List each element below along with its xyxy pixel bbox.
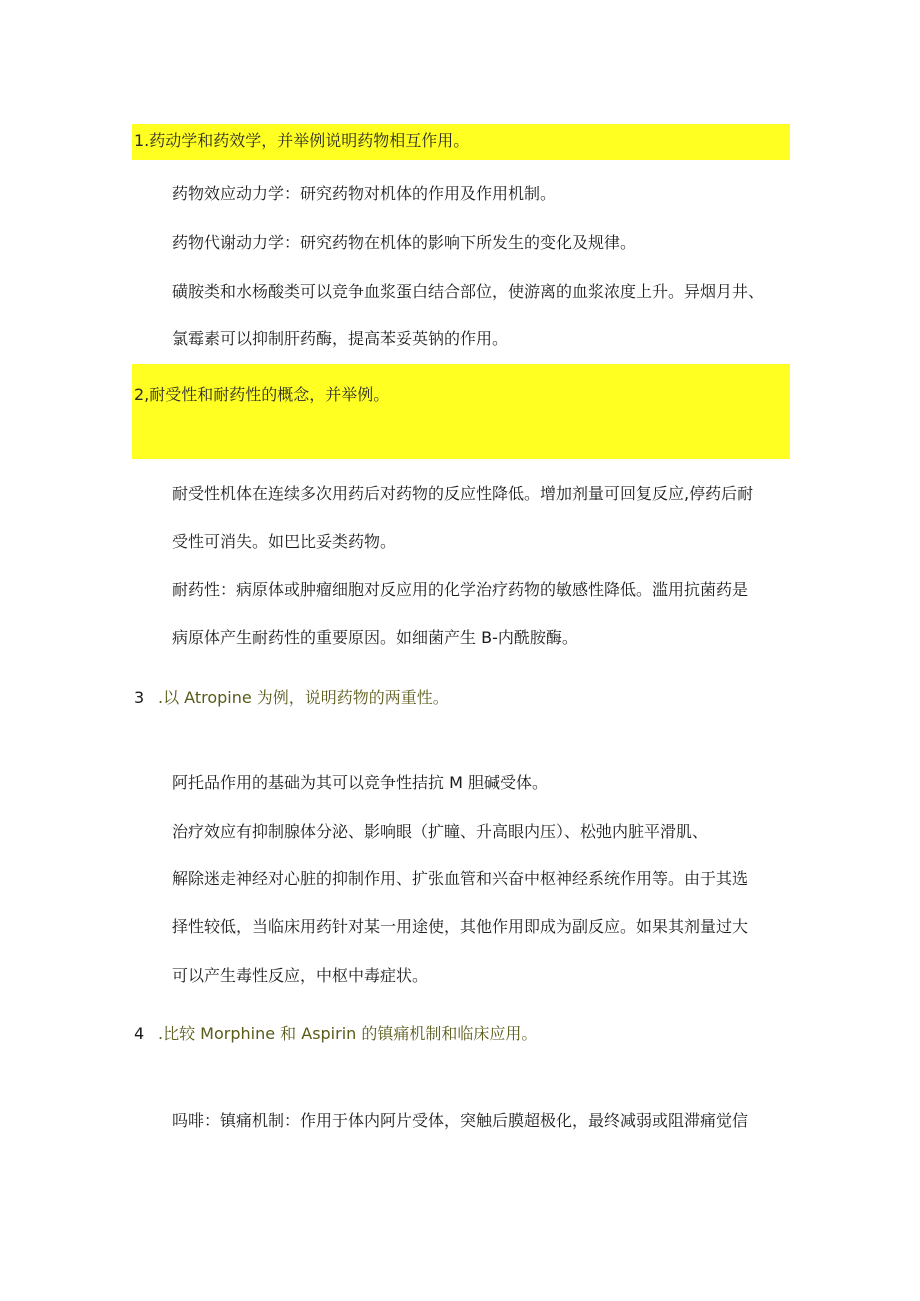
- q1-line-1: 药物效应动力学：研究药物对机体的作用及作用机制。: [172, 184, 557, 203]
- q1-title: 1.药动学和药效学，并举例说明药物相互作用。: [134, 131, 470, 150]
- q1-line-3: 磺胺类和水杨酸类可以竞争血浆蛋白结合部位，使游离的血浆浓度上升。异烟月井、: [172, 282, 765, 301]
- q2-highlight: [132, 364, 790, 459]
- q2-line-2: 受性可消失。如巴比妥类药物。: [172, 532, 397, 551]
- q4-line-1: 吗啡：镇痛机制：作用于体内阿片受体，突触后膜超极化，最终减弱或阻滞痛觉信: [172, 1111, 749, 1130]
- q3-title: .以 Atropine 为例，说明药物的两重性。: [158, 688, 449, 707]
- q2-line-4: 病原体产生耐药性的重要原因。如细菌产生 B-内酰胺酶。: [172, 628, 578, 647]
- q3-line-3: 解除迷走神经对心脏的抑制作用、扩张血管和兴奋中枢神经系统作用等。由于其选: [172, 869, 749, 888]
- q3-line-2: 治疗效应有抑制腺体分泌、影响眼（扩瞳、升高眼内压）、松弛内脏平滑肌、: [172, 822, 709, 841]
- q4-title: .比较 Morphine 和 Aspirin 的镇痛机制和临床应用。: [158, 1024, 538, 1043]
- q1-line-2: 药物代谢动力学：研究药物在机体的影响下所发生的变化及规律。: [172, 233, 637, 252]
- q3-line-1: 阿托品作用的基础为其可以竞争性拮抗 M 胆碱受体。: [172, 773, 548, 792]
- q3-number: 3: [134, 688, 145, 707]
- q2-title: 2,耐受性和耐药性的概念，并举例。: [134, 385, 390, 404]
- q2-line-1: 耐受性机体在连续多次用药后对药物的反应性降低。增加剂量可回复反应,停药后耐: [172, 484, 754, 503]
- q3-line-5: 可以产生毒性反应，中枢中毒症状。: [172, 966, 429, 985]
- q1-line-4: 氯霉素可以抑制肝药酶，提高苯妥英钠的作用。: [172, 329, 509, 348]
- q3-line-4: 择性较低，当临床用药针对某一用途使，其他作用即成为副反应。如果其剂量过大: [172, 917, 749, 936]
- q2-line-3: 耐药性：病原体或肿瘤细胞对反应用的化学治疗药物的敏感性降低。滥用抗菌药是: [172, 580, 749, 599]
- q4-number: 4: [134, 1024, 145, 1043]
